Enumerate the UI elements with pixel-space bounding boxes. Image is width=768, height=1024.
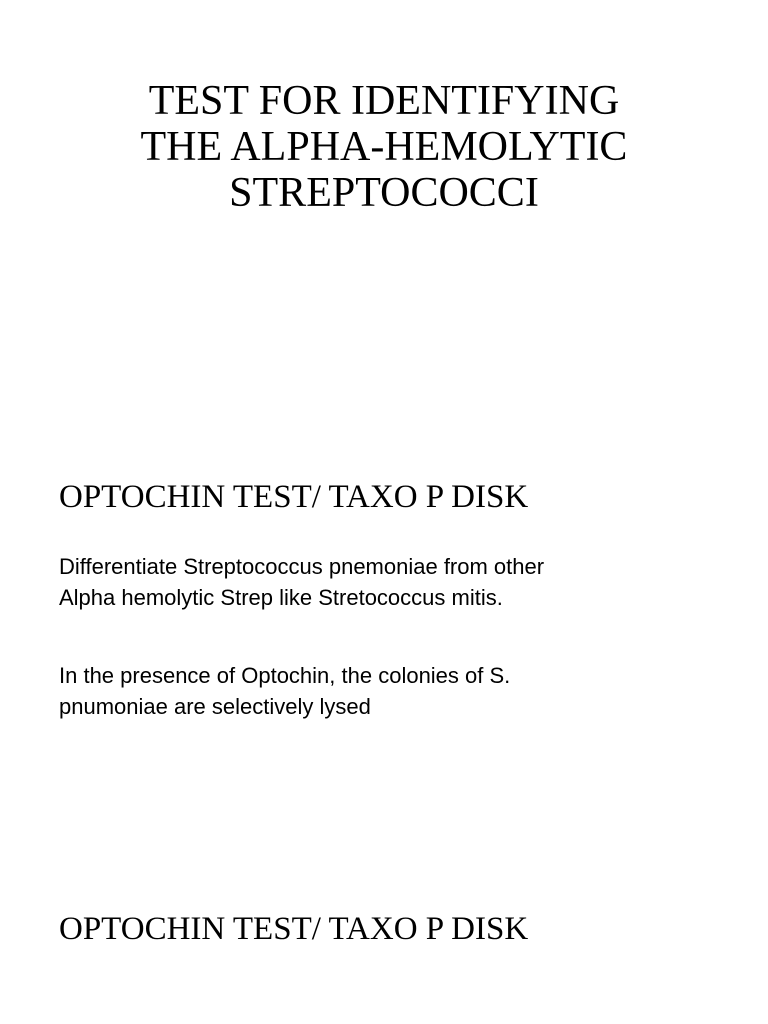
- paragraph-line: In the presence of Optochin, the colonies of S.: [59, 663, 511, 688]
- title-line: THE ALPHA-HEMOLYTIC: [140, 124, 628, 170]
- section-heading: OPTOCHIN TEST/ TAXO P DISK: [59, 911, 529, 947]
- title-line: STREPTOCOCCI: [229, 170, 539, 216]
- title-line: TEST FOR IDENTIFYING: [148, 78, 620, 124]
- paragraph-line: Differentiate Streptococcus pnemoniae from other: [59, 554, 545, 579]
- paragraph-line: Alpha hemolytic Strep like Stretococcus mitis.: [59, 585, 503, 610]
- section-heading: OPTOCHIN TEST/ TAXO P DISK: [59, 479, 529, 515]
- paragraph: [59, 551, 719, 613]
- page-title: [0, 78, 768, 216]
- paragraph: [59, 660, 719, 722]
- paragraph-line: pnumoniae are selectively lysed: [59, 694, 371, 719]
